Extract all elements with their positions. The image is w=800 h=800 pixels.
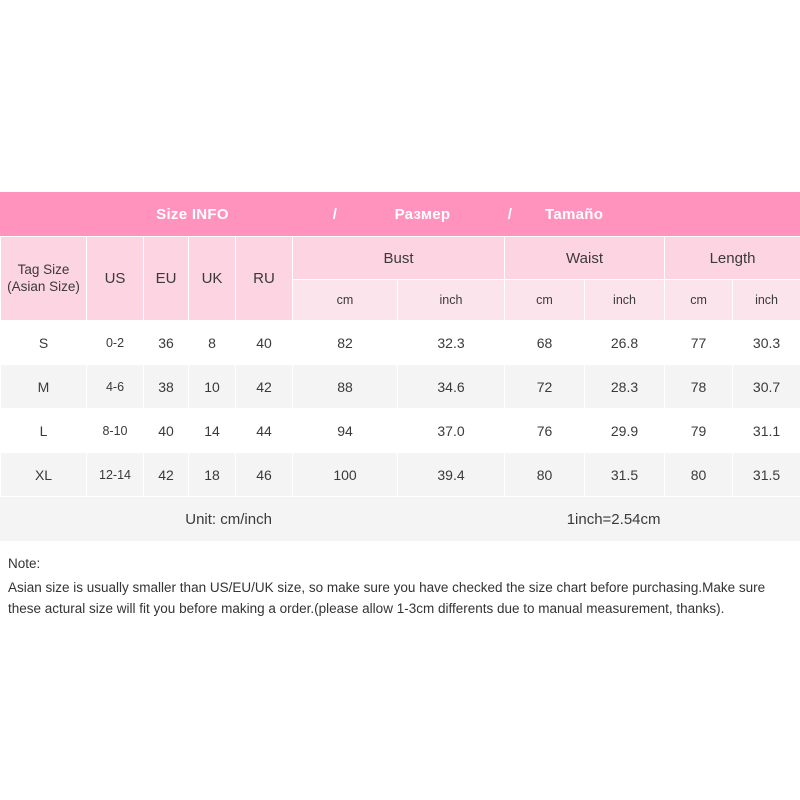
cell-ru: 40 [236,321,293,365]
table-row [1,409,800,453]
cell-waist-cm: 72 [505,365,585,409]
unit-bar [0,497,800,542]
cell-bust-inch: 34.6 [398,365,505,409]
header-tag-size [1,237,87,321]
size-chart [0,192,800,619]
cell-ru: 44 [236,409,293,453]
cell-tag-size: S [1,321,87,365]
cell-eu: 36 [144,321,189,365]
header-tag-size-line2: (Asian Size) [7,278,80,294]
header-bust-inch: inch [398,280,505,321]
size-table [0,236,800,497]
header-ru: RU [236,237,293,321]
cell-eu: 38 [144,365,189,409]
cell-tag-size: M [1,365,87,409]
cell-us: 4-6 [87,365,144,409]
note-title: Note: [8,556,41,571]
cell-uk: 14 [189,409,236,453]
header-separator-2: / [507,205,513,223]
cell-length-inch: 30.7 [733,365,800,409]
header-separator-1: / [332,205,338,223]
cell-uk: 8 [189,321,236,365]
cell-bust-cm: 88 [293,365,398,409]
header-waist: Waist [505,237,665,280]
cell-ru: 42 [236,365,293,409]
cell-eu: 42 [144,453,189,497]
cell-waist-cm: 68 [505,321,585,365]
unit-label: Unit: cm/inch [185,510,272,528]
header-waist-cm: cm [505,280,585,321]
cell-us: 12-14 [87,453,144,497]
cell-length-cm: 80 [665,453,733,497]
cell-length-cm: 77 [665,321,733,365]
cell-length-inch: 31.1 [733,409,800,453]
header-length: Length [665,237,800,280]
cell-length-inch: 31.5 [733,453,800,497]
cell-bust-cm: 82 [293,321,398,365]
cell-uk: 18 [189,453,236,497]
cell-waist-inch: 31.5 [585,453,665,497]
header-length-cm: cm [665,280,733,321]
table-header-row-1 [1,237,800,280]
header-tag-size-line1: Tag Size [17,261,70,277]
unit-conversion: 1inch=2.54cm [566,510,661,528]
cell-length-inch: 30.3 [733,321,800,365]
header-bust-cm: cm [293,280,398,321]
cell-bust-inch: 37.0 [398,409,505,453]
size-info-header [0,192,800,236]
cell-ru: 46 [236,453,293,497]
table-row [1,321,800,365]
cell-waist-cm: 80 [505,453,585,497]
cell-bust-inch: 39.4 [398,453,505,497]
cell-tag-size: L [1,409,87,453]
cell-bust-cm: 94 [293,409,398,453]
cell-bust-cm: 100 [293,453,398,497]
size-info-label: Size INFO [156,205,229,223]
tamano-label: Tamaño [545,205,604,223]
cell-waist-inch: 29.9 [585,409,665,453]
cell-uk: 10 [189,365,236,409]
header-waist-inch: inch [585,280,665,321]
cell-waist-cm: 76 [505,409,585,453]
note-body: Asian size is usually smaller than US/EU/UK size, so make sure you have checked the size chart before purchasing.Make sure these actural size will fit you before making a order.(please allow 1-3cm differents due to manual measurement, thanks). [8,580,766,616]
header-length-inch: inch [733,280,800,321]
cell-length-cm: 79 [665,409,733,453]
cell-waist-inch: 26.8 [585,321,665,365]
table-row [1,365,800,409]
header-eu: EU [144,237,189,321]
table-row [1,453,800,497]
cell-us: 0-2 [87,321,144,365]
cell-length-cm: 78 [665,365,733,409]
cell-us: 8-10 [87,409,144,453]
cell-bust-inch: 32.3 [398,321,505,365]
note-section [0,542,800,619]
header-us: US [87,237,144,321]
cell-waist-inch: 28.3 [585,365,665,409]
header-uk: UK [189,237,236,321]
razmer-label: Размер [394,205,451,223]
cell-eu: 40 [144,409,189,453]
header-bust: Bust [293,237,505,280]
cell-tag-size: XL [1,453,87,497]
